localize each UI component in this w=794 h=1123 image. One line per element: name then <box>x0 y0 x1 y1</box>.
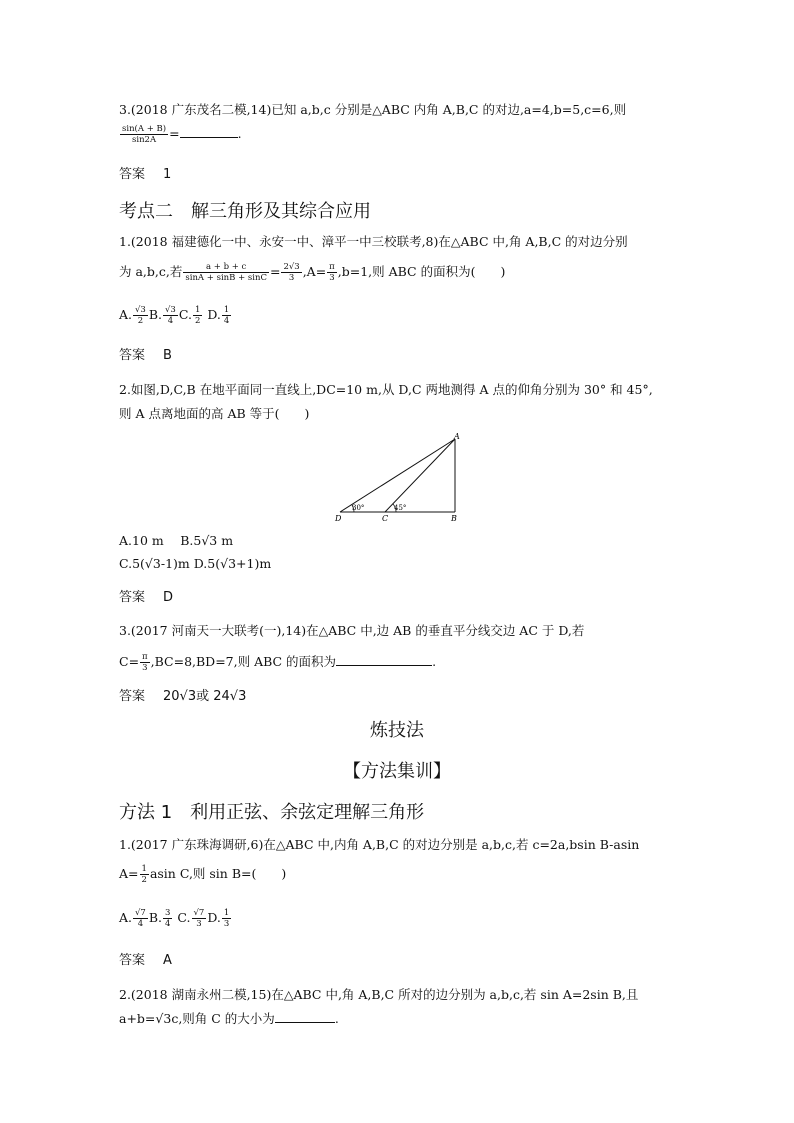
problem-2-options-cd: C.5(√3-1)m D.5(√3+1)m <box>119 556 272 571</box>
problem-3-line1: 3.(2018 广东茂名二模,14)已知 a,b,c 分别是△ABC 内角 A,B,C 的对边,a=4,b=5,c=6,则 <box>119 102 627 117</box>
method-heading: 方法 1 利用正弦、余弦定理解三角形 <box>119 802 425 823</box>
answer-blank <box>180 125 238 138</box>
section-title-lianjifa: 炼技法 <box>370 720 424 741</box>
answer-line: 答案 D <box>119 590 174 605</box>
answer-line: 答案 20√3或 24√3 <box>119 689 247 704</box>
answer-line: 答案 B <box>119 348 172 363</box>
answer-blank <box>336 653 432 666</box>
label-d: D <box>335 514 342 523</box>
fraction: $\frac{\sin(A + B)}{\sin 2A}$ <box>122 124 167 145</box>
angle-30-label: 30° <box>352 504 365 512</box>
section-heading: 考点二 解三角形及其综合应用 <box>119 201 371 222</box>
problem-1-options: A. $\frac{√3}{2}$ B. $\frac{√3}{4}$ C. $\frac{1}{2}$ D. $\frac{1}{4}$ <box>119 305 230 326</box>
method-problem-1-line1: 1.(2017 广东珠海调研,6)在△ABC 中,内角 A,B,C 的对边分别是 a,b,c,若 c=2a,bsin B-asin <box>119 837 640 852</box>
problem-2-line2: 则 A 点离地面的高 AB 等于( ) <box>119 406 310 421</box>
label-c: C <box>382 514 389 523</box>
method-problem-2-line1: 2.(2018 湖南永州二模,15)在△ABC 中,角 A,B,C 所对的边分别为 a,b,c,若 sin A=2sin B,且 <box>119 987 639 1002</box>
answer-line: 答案 1 <box>119 167 172 182</box>
label-a: A <box>454 432 460 441</box>
triangle-figure <box>330 430 470 525</box>
angle-45-label: 45° <box>394 504 407 512</box>
line-da <box>340 439 455 512</box>
problem-3b-line1: 3.(2017 河南天一大联考(一),14)在△ABC 中,边 AB 的垂直平分线交边 AC 于 D,若 <box>119 623 585 638</box>
problem-1-line1: 1.(2018 福建德化一中、永安一中、漳平一中三校联考,8)在△ABC 中,角 A,B,C 的对边分别 <box>119 234 628 249</box>
line-ca <box>385 439 455 512</box>
answer-line: 答案 A <box>119 953 172 968</box>
problem-1-line2: 为 a,b,c,若 $\frac{a + b + c}{\sin A + \sin B + \sin C}$ = $\frac{2√3}{3}$ ,A= $\frac{\pi}{3}$ ,b=1,则 ABC 的面积为( ) <box>119 262 506 283</box>
method-problem-2-line2: a+b=√3c,则角 C 的大小为 . <box>119 1011 339 1026</box>
problem-3b-line2: C= $\frac{\pi}{3}$ ,BC=8,BD=7,则 ABC 的面积为 . <box>119 652 437 673</box>
label-b: B <box>451 514 457 523</box>
section-title-fangfa: 【方法集训】 <box>343 761 451 782</box>
method-problem-1-options: A. $\frac{√7}{4}$ B. $\frac{3}{4}$ C. $\frac{√7}{3}$ D. $\frac{1}{3}$ <box>119 908 230 929</box>
method-problem-1-line2: A= $\frac{1}{2}$ asin C,则 sin B=( ) <box>119 864 287 885</box>
problem-3-line2: $\frac{\sin(A + B)}{\sin 2A}$ = . <box>122 124 242 145</box>
answer-blank <box>275 1010 335 1023</box>
problem-2-options-ab: A.10 m B.5√3 m <box>119 533 234 548</box>
problem-2-line1: 2.如图,D,C,B 在地平面同一直线上,DC=10 m,从 D,C 两地测得 A 点的仰角分别为 30° 和 45°, <box>119 382 653 397</box>
